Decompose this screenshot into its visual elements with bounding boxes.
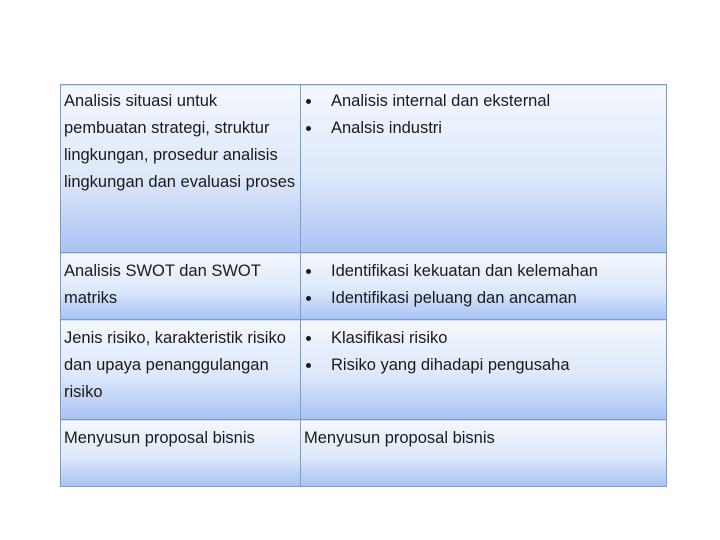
- bullet-icon: [306, 126, 311, 131]
- list-item-label: Risiko yang dihadapi pengusaha: [331, 356, 570, 374]
- row-1-topic: Analisis situasi untuk pembuatan strategi, struktur lingkungan, prosedur analisis lingkungan dan evaluasi proses: [64, 92, 296, 191]
- list-item: [304, 352, 663, 379]
- row-1-bullet-list: [304, 88, 663, 142]
- row-3-topic-cell: [61, 320, 301, 420]
- table-row: [61, 420, 667, 487]
- list-item: [304, 325, 663, 352]
- row-2-bullet-list: [304, 258, 663, 312]
- list-item-label: Identifikasi peluang dan ancaman: [331, 289, 577, 307]
- list-item-label: Analsis industri: [331, 119, 442, 137]
- bullet-icon: [306, 296, 311, 301]
- row-4-content-cell: [301, 420, 667, 487]
- table-row: [61, 85, 667, 253]
- list-item-label: Analisis internal dan eksternal: [331, 92, 551, 110]
- bullet-icon: [306, 269, 311, 274]
- list-item-label: Identifikasi kekuatan dan kelemahan: [331, 262, 598, 280]
- table-row: [61, 253, 667, 320]
- list-item: [304, 285, 663, 312]
- row-4-topic-cell: [61, 420, 301, 487]
- list-item: [304, 115, 663, 142]
- bullet-icon: [306, 99, 311, 104]
- row-2-content-cell: [301, 253, 667, 320]
- row-4-content: Menyusun proposal bisnis: [304, 429, 495, 447]
- row-1-topic-cell: [61, 85, 301, 253]
- row-2-topic-cell: [61, 253, 301, 320]
- table-row: [61, 320, 667, 420]
- row-1-content-cell: [301, 85, 667, 253]
- row-3-content-cell: [301, 320, 667, 420]
- list-item: [304, 258, 663, 285]
- bullet-icon: [306, 363, 311, 368]
- row-3-topic: Jenis risiko, karakteristik risiko dan upaya penanggulangan risiko: [64, 329, 286, 401]
- content-table: [60, 84, 667, 487]
- row-2-topic: Analisis SWOT dan SWOT matriks: [64, 262, 261, 307]
- row-3-bullet-list: [304, 325, 663, 379]
- row-4-topic: Menyusun proposal bisnis: [64, 429, 255, 447]
- bullet-icon: [306, 336, 311, 341]
- list-item-label: Klasifikasi risiko: [331, 329, 448, 347]
- list-item: [304, 88, 663, 115]
